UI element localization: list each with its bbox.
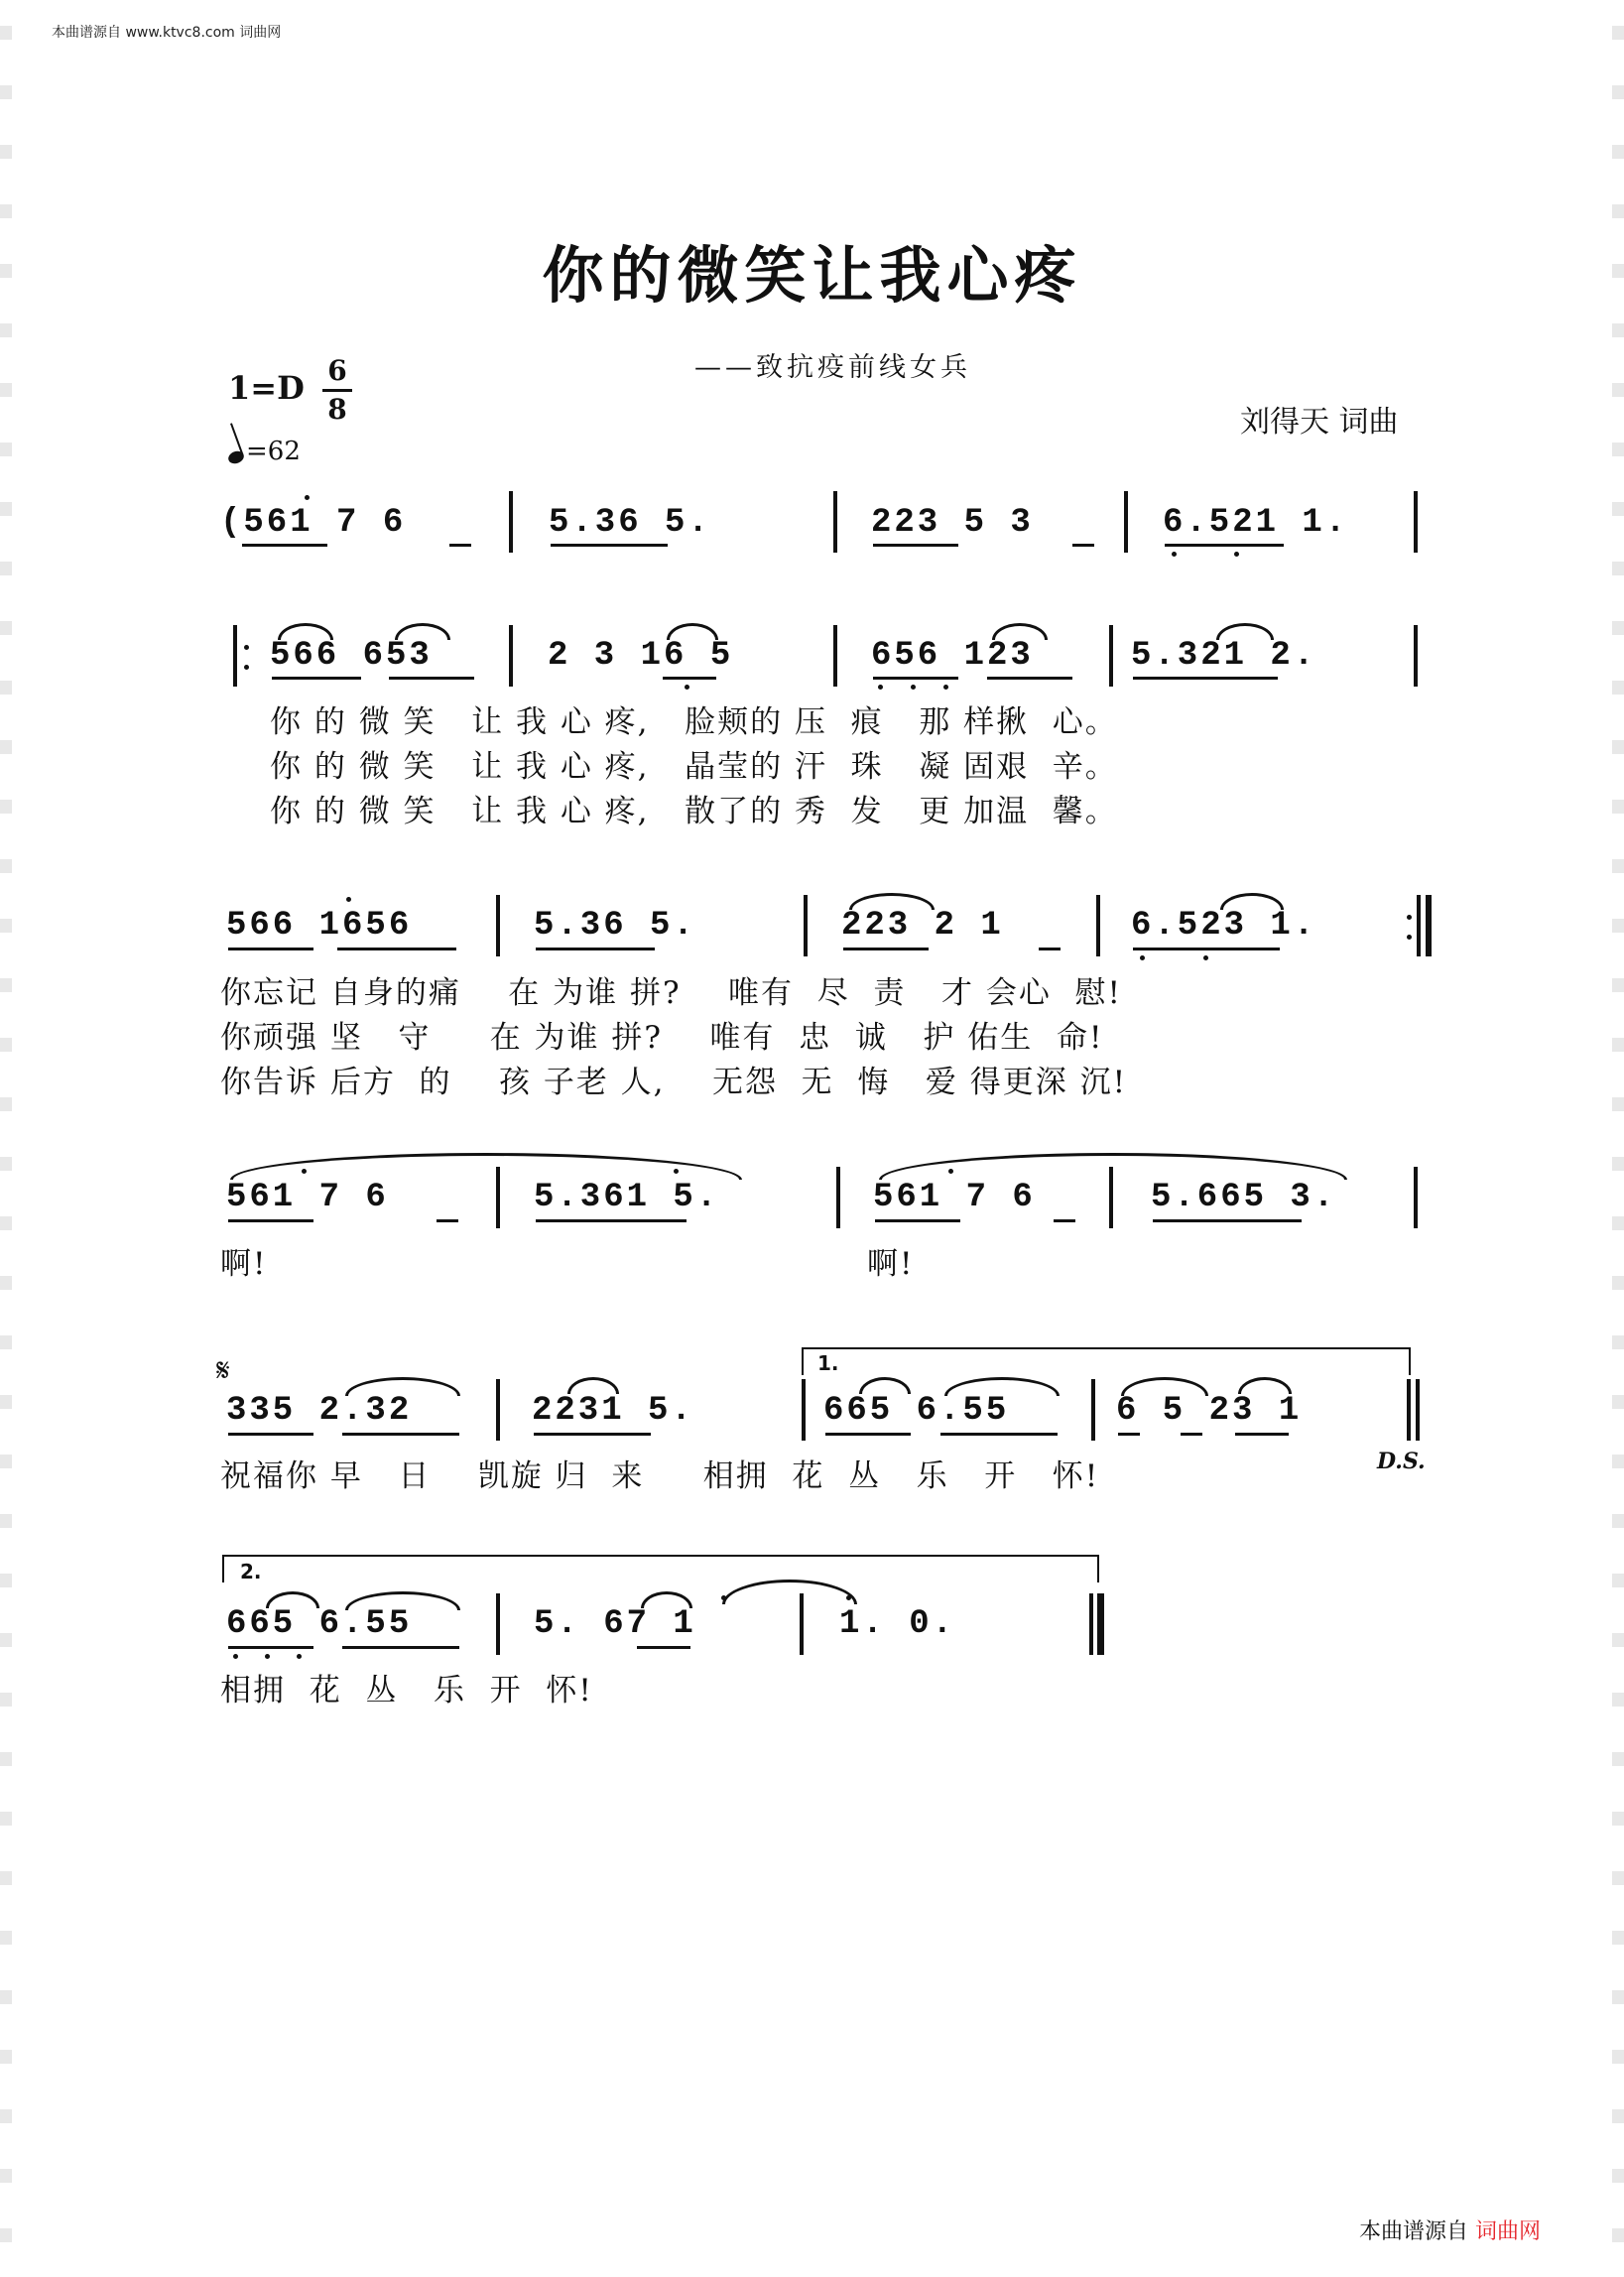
underline <box>873 677 958 680</box>
underline <box>825 1433 911 1436</box>
lyric-line: 啊! <box>220 1246 268 1282</box>
lyric-line: 你告诉 后方 的 孩 子老 人, 无怨 无 悔 爱 得更深 沉! <box>220 1065 1128 1100</box>
slur <box>278 623 333 640</box>
octave-dot <box>302 1169 307 1174</box>
octave-dot <box>685 685 689 690</box>
right-margin-watermark <box>1612 0 1624 2277</box>
slur <box>345 1591 460 1610</box>
octave-dot <box>1172 552 1177 557</box>
underline <box>1054 1219 1075 1222</box>
measure-notes: 665 6.55 <box>226 1605 413 1643</box>
time-signature <box>322 355 352 426</box>
first-ending-bracket <box>802 1347 1411 1375</box>
underline <box>1118 1433 1140 1436</box>
octave-dot <box>674 1169 679 1174</box>
measure-notes: 5.665 3. <box>1151 1179 1337 1216</box>
slur <box>1216 623 1274 640</box>
meter-bottom: 8 <box>327 393 347 426</box>
slur <box>1121 1377 1208 1396</box>
meter-top: 6 <box>327 354 347 387</box>
underline <box>1039 948 1061 950</box>
octave-dot <box>297 1654 302 1659</box>
slur <box>879 1153 1347 1180</box>
barline <box>802 1379 806 1441</box>
tempo-value: =62 <box>246 437 301 466</box>
left-margin-watermark <box>0 0 12 2277</box>
underline <box>228 948 313 950</box>
dal-segno-mark: D.S. <box>1377 1449 1426 1474</box>
slur <box>1220 893 1284 910</box>
octave-dot <box>1203 955 1208 960</box>
lyric-line: 啊! <box>867 1246 915 1282</box>
octave-dot <box>305 495 310 500</box>
lyric-line: 你顽强 坚 守 在 为谁 拼? 唯有 忠 诚 护 佑生 命! <box>220 1020 1104 1056</box>
footer-source-prefix: 本曲谱源自 <box>1359 2219 1469 2244</box>
underline <box>663 677 716 680</box>
underline <box>534 1433 651 1436</box>
underline <box>437 1219 458 1222</box>
octave-dot <box>233 1654 238 1659</box>
underline <box>843 948 929 950</box>
measure-notes: 5. 67 1 <box>534 1605 696 1643</box>
slur <box>992 623 1048 640</box>
underline <box>1181 1433 1202 1436</box>
underline <box>875 1219 960 1222</box>
repeat-end-barline <box>1417 895 1421 956</box>
octave-dot <box>846 1595 851 1600</box>
slur <box>667 623 718 640</box>
footer-source <box>1359 2214 1541 2245</box>
barline <box>496 895 500 956</box>
measure-notes: (561 7 6 <box>220 504 407 542</box>
measure-notes: 223 5 3 <box>871 504 1034 542</box>
barline <box>496 1593 500 1655</box>
second-ending-label: 2. <box>240 1560 262 1583</box>
slur <box>849 893 935 910</box>
slur <box>641 1591 692 1608</box>
measure-notes: 6.523 1. <box>1131 907 1317 945</box>
measure-notes: 665 6.55 <box>823 1392 1010 1430</box>
slur <box>230 1153 742 1180</box>
octave-dot <box>265 1654 270 1659</box>
octave-dot <box>948 1169 953 1174</box>
first-ending-label: 1. <box>817 1351 839 1375</box>
underline <box>449 544 471 547</box>
barline <box>1414 625 1418 687</box>
measure-notes: 566 653 <box>270 637 433 675</box>
footer-source-site[interactable]: 词曲网 <box>1475 2219 1542 2244</box>
measure-notes: 6 5 23 1 <box>1116 1392 1303 1430</box>
repeat-start-barline <box>233 625 237 687</box>
barline <box>509 625 513 687</box>
underline <box>1133 677 1278 680</box>
measure-notes: 5.321 2. <box>1131 637 1317 675</box>
final-barline-thick <box>1097 1593 1104 1655</box>
repeat-dot <box>1407 935 1412 940</box>
octave-dot <box>1140 955 1145 960</box>
underline <box>987 677 1072 680</box>
barline <box>1096 895 1100 956</box>
segno-sign: 𝄋 <box>216 1351 230 1389</box>
underline <box>1235 1433 1289 1436</box>
tempo-mark <box>228 437 301 466</box>
underline <box>342 1433 459 1436</box>
barline <box>833 491 837 553</box>
barline <box>836 1167 840 1228</box>
underline <box>1133 948 1280 950</box>
barline <box>1124 491 1128 553</box>
octave-dot <box>878 685 883 690</box>
measure-notes: 656 123 <box>871 637 1034 675</box>
author: 刘得天 词曲 <box>1240 405 1399 440</box>
measure-notes: 223 2 1 <box>841 907 1004 945</box>
slur <box>345 1377 460 1396</box>
underline <box>228 1433 313 1436</box>
end-barline <box>1407 1379 1411 1441</box>
measure-notes: 2231 5. <box>532 1392 694 1430</box>
measure-notes: 5.361 5. <box>534 1179 720 1216</box>
slur <box>1238 1377 1292 1394</box>
lyric-line: 祝福你 早 日 凯旋 归 来 相拥 花 丛 乐 开 怀! <box>220 1458 1100 1494</box>
measure-notes: 6.521 1. <box>1163 504 1349 542</box>
repeat-end-barline-thick <box>1426 895 1432 956</box>
lyric-line: 你 的 微 笑 让 我 心 疼, 脸颊的 压 痕 那 样揪 心。 <box>270 704 1118 740</box>
underline <box>873 544 958 547</box>
slur <box>944 1377 1060 1396</box>
quarter-note-icon <box>226 449 245 466</box>
underline <box>228 1646 313 1649</box>
octave-dot <box>943 685 948 690</box>
underline <box>1165 544 1284 547</box>
barline <box>804 895 808 956</box>
slur <box>859 1377 911 1394</box>
song-subtitle: ——致抗疫前线女兵 <box>694 352 971 383</box>
underline <box>1153 1219 1302 1222</box>
underline <box>637 1646 690 1649</box>
final-barline <box>1089 1593 1093 1655</box>
underline <box>536 948 655 950</box>
measure-notes: 5.36 5. <box>534 907 696 945</box>
measure-notes: 5.36 5. <box>549 504 711 542</box>
barline <box>509 491 513 553</box>
lyric-line: 相拥 花 丛 乐 开 怀! <box>220 1673 593 1708</box>
underline <box>940 1433 1058 1436</box>
measure-notes: 335 2.32 <box>226 1392 413 1430</box>
measure-notes: 2 3 16 5 <box>548 637 734 675</box>
tie <box>722 1580 857 1604</box>
underline <box>551 544 668 547</box>
underline <box>337 948 456 950</box>
key-signature: 1=D <box>228 369 305 407</box>
source-line: 本曲谱源自 www.ktvc8.com 词曲网 <box>52 25 282 41</box>
measure-notes: 561 7 6 <box>226 1179 389 1216</box>
song-title: 你的微笑让我心疼 <box>542 239 1082 312</box>
underline <box>228 1219 313 1222</box>
barline <box>1414 1167 1418 1228</box>
second-ending-bracket <box>222 1555 1099 1582</box>
slur <box>567 1377 619 1394</box>
barline <box>833 625 837 687</box>
lyric-line: 你 的 微 笑 让 我 心 疼, 散了的 秀 发 更 加温 馨。 <box>270 794 1118 829</box>
measure-notes: 561 7 6 <box>873 1179 1036 1216</box>
slur <box>266 1591 319 1608</box>
barline <box>1414 491 1418 553</box>
octave-dot <box>911 685 916 690</box>
underline <box>1072 544 1094 547</box>
barline <box>1109 625 1113 687</box>
octave-dot <box>346 897 351 902</box>
repeat-dot <box>244 645 249 650</box>
end-barline <box>1416 1379 1420 1441</box>
repeat-dot <box>1407 915 1412 920</box>
slur <box>395 623 450 640</box>
underline <box>389 677 474 680</box>
barline <box>1091 1379 1095 1441</box>
underline <box>242 544 327 547</box>
lyric-line: 你 的 微 笑 让 我 心 疼, 晶莹的 汗 珠 凝 固艰 辛。 <box>270 749 1118 785</box>
lyric-line: 你忘记 自身的痛 在 为谁 拼? 唯有 尽 责 才 会心 慰! <box>220 975 1123 1011</box>
measure-notes: 566 1656 <box>226 907 413 945</box>
measure-notes: 1. 0. <box>839 1605 956 1643</box>
barline <box>496 1379 500 1441</box>
repeat-dot <box>244 665 249 670</box>
octave-dot <box>721 1595 726 1600</box>
underline <box>272 677 361 680</box>
octave-dot <box>1234 552 1239 557</box>
underline <box>342 1646 459 1649</box>
underline <box>536 1219 687 1222</box>
